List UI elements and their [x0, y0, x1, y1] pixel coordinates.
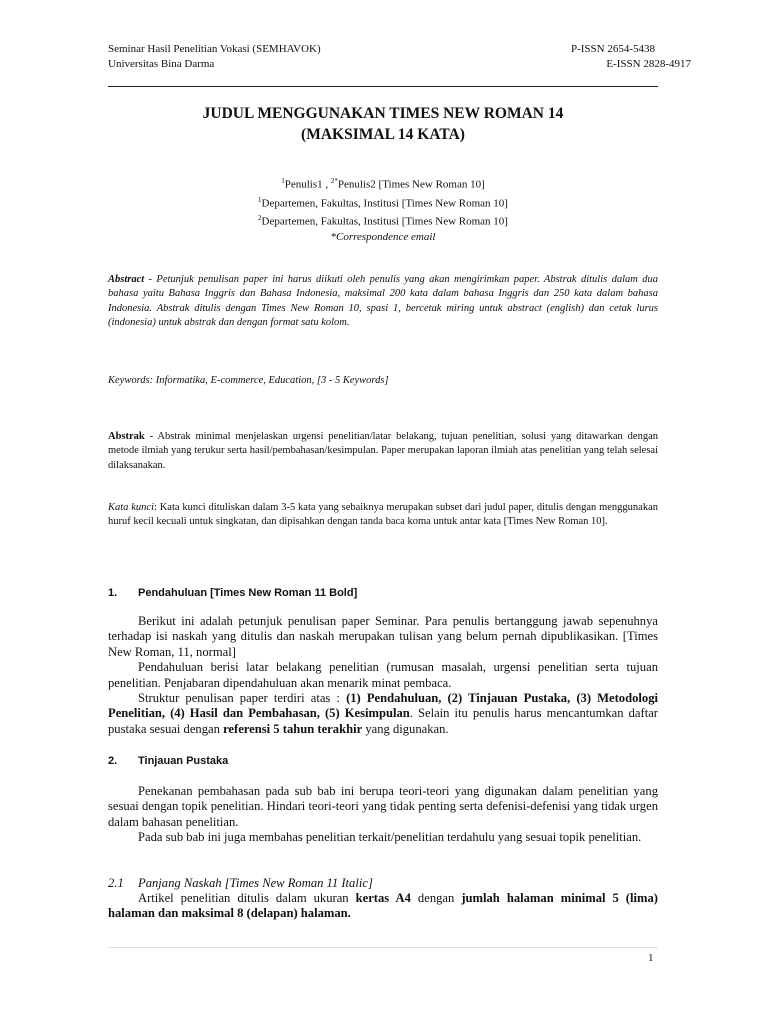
p-c: dengan — [410, 891, 462, 905]
abstract-english — [108, 273, 658, 331]
author2-sup: 2* — [330, 177, 338, 185]
title-line-1: JUDUL MENGGUNAKAN TIMES NEW ROMAN 14 — [202, 105, 564, 122]
author1-sup: 1 — [281, 177, 285, 185]
subsection-2-1-number: 2.1 — [108, 876, 124, 890]
section-1-paragraph-2: Pendahuluan berisi latar belakang penelitian (rumusan masalah, urgensi penelitian serta tujuan penelitian. Penjabaran dipendahuluan akan menarik minat pembaca. — [108, 660, 658, 690]
author-line — [108, 174, 658, 193]
p3-reference: referensi 5 tahun terakhir — [223, 721, 363, 736]
section-2-number: 2. — [108, 755, 118, 767]
university-name: Universitas Bina Darma — [108, 58, 215, 70]
p3-a: Struktur penulisan paper terdiri atas : — [138, 691, 347, 706]
keywords-indonesian — [108, 501, 658, 530]
subsection-2-1-title: Panjang Naskah [Times New Roman 11 Italic] — [138, 876, 373, 890]
p-a: Artikel penelitian ditulis dalam ukuran — [138, 891, 356, 905]
e-issn: E-ISSN 2828-4917 — [606, 58, 691, 70]
section-1-paragraph-1: Berikut ini adalah petunjuk penulisan paper Seminar. Para penulis bertanggung jawab sepenuhnya terhadap isi naskah yang ditulis dan naskah merupakan tulisan yang belum pernah dipublikasikan. [Times New Roman, 11, normal] — [108, 614, 658, 659]
footer-divider — [108, 947, 658, 948]
aff2-text: Departemen, Fakultas, Institusi [Times New Roman 10] — [261, 215, 508, 228]
page-limits: jumlah halaman minimal 5 (lima) halaman dan maksimal 8 (delapan) halaman. — [108, 891, 658, 921]
author2: Penulis2 [Times New Roman 10] — [337, 178, 485, 191]
abstract-label: Abstract — [108, 274, 145, 285]
kata-kunci-text: : Kata kunci dituliskan dalam 3-5 kata yang sebaiknya merupakan subset dari judul paper, ditulis dengan menggunakan huruf kecil kecuali untuk singkatan, dan dipisahkan dengan tanda baca koma untuk antar kata [Times New Roman 10]. — [108, 502, 658, 528]
section-2-paragraph-1: Penekanan pembahasan pada sub bab ini berupa teori-teori yang digunakan dalam penelitian yang sesuai dengan topik penelitian. Hindari teori-teori yang tidak penting serta defenisi-defenisi yang tidak urgen dalam bahasan penelitian. — [108, 784, 658, 829]
section-2-body — [108, 784, 658, 846]
abstrak-text: - Abstrak minimal menjelaskan urgensi penelitian/latar belakang, tujuan penelitian, solusi yang ditawarkan dengan metode ilmiah yang terukur serta hasil/pembahasan/kesimpulan. Paper merupakan laporan ilmiah atas penelitian yang telah selesai dilaksanakan. — [108, 431, 658, 471]
p3-e: yang digunakan. — [362, 721, 449, 736]
abstract-text: - Petunjuk penulisan paper ini harus diikuti oleh penulis yang akan mengirimkan paper. Abstrak ditulis dalam dua bahasa yaitu Bahasa Inggris dan Bahasa Indonesia, maksimal 200 kata dalam bahasa Inggris dan 250 kata dalam bahasa Indonesia. Abstrak ditulis dengan Times New Roman 10, spasi 1, bercetak miring untuk abstract (english) dan cetak lurus (indonesia) untuk abstrak dan dengan format satu kolom. — [108, 274, 658, 329]
correspondence-email: *Correspondence email — [330, 230, 436, 243]
aff2-sup: 2 — [258, 214, 262, 223]
subsection-2-1-heading — [108, 876, 658, 891]
section-1-body — [108, 614, 658, 737]
section-1-number: 1. — [108, 587, 118, 599]
paper-size: kertas A4 — [355, 891, 411, 905]
abstract-indonesian — [108, 430, 658, 473]
p3-c: . Selain itu penulis harus mencantumkan daftar pustaka sesuai dengan — [108, 706, 658, 736]
section-2-title: Tinjauan Pustaka — [138, 755, 229, 767]
affiliation-1 — [108, 193, 658, 212]
header-divider — [108, 86, 658, 87]
section-1-paragraph-3 — [108, 691, 658, 737]
page-number: 1 — [648, 952, 654, 964]
section-2-heading — [108, 755, 658, 767]
aff1-sup: 1 — [258, 195, 262, 204]
paper-title — [108, 103, 658, 145]
subsection-2-1-body — [108, 891, 658, 922]
title-line-2: (MAKSIMAL 14 KATA) — [301, 126, 465, 143]
author-block — [108, 174, 658, 245]
p-issn: P-ISSN 2654-5438 — [570, 43, 655, 55]
section-1-heading — [108, 587, 658, 599]
aff1-text: Departemen, Fakultas, Institusi [Times New Roman 10] — [261, 197, 508, 210]
keywords-english: Keywords: Informatika, E-commerce, Education, [3 - 5 Keywords] — [108, 375, 389, 386]
conference-name: Seminar Hasil Penelitian Vokasi (SEMHAVOK) — [108, 43, 321, 55]
header-row-1 — [108, 43, 658, 55]
affiliation-2 — [108, 211, 658, 230]
section-2-paragraph-2: Pada sub bab ini juga membahas penelitian terkait/penelitian terdahulu yang sesuai topik penelitian. — [138, 830, 642, 845]
p3-structure: (1) Pendahuluan, (2) Tinjauan Pustaka, (3) Metodologi Penelitian, (4) Hasil dan Pembahasan, (5) Kesimpulan — [108, 691, 658, 721]
section-1-title: Pendahuluan [Times New Roman 11 Bold] — [138, 587, 358, 599]
abstrak-label: Abstrak — [108, 431, 145, 442]
kata-kunci-label: Kata kunci — [108, 502, 154, 513]
subsection-2-1-paragraph — [108, 891, 658, 922]
author1: Penulis1 , — [284, 178, 331, 191]
header-row-2 — [108, 58, 691, 70]
